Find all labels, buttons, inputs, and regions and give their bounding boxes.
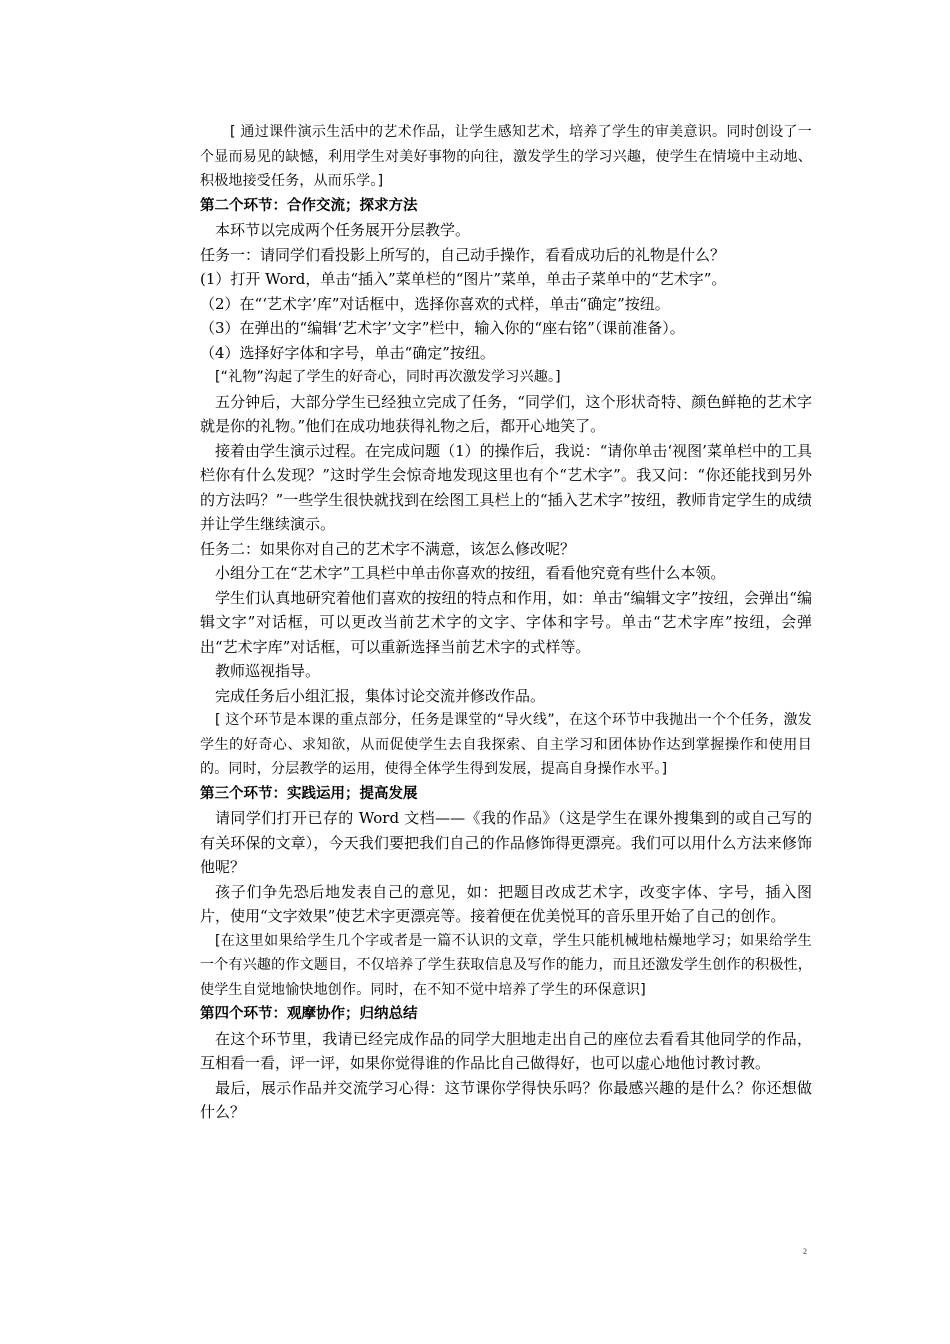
step-item: （2）在“‘艺术字’库”对话框中，选择你喜欢的式样，单击“确定”按纽。 xyxy=(200,294,670,313)
section-heading: 第三个环节：实践运用；提高发展 xyxy=(200,785,418,802)
step-item: (1）打开 Word，单击“插入”菜单栏的“图片”菜单，单击子菜单中的“艺术字”。 xyxy=(200,270,727,288)
section-heading: 第四个环节：观摩协作；归纳总结 xyxy=(200,1006,418,1022)
body-paragraph: 接着由学生演示过程。在完成问题（1）的操作后，我说：“请你单击‘视图’菜单栏中的工具栏你有什么发现？”这时学生会惊奇地发现这里也有个“艺术字”。我又问：“你还能找到另外的方法吗？”一些学生很快就找到在绘图工具栏上的“插入艺术字”按纽，教师肯定学生的成绩并让学生继续演示。 xyxy=(200,441,812,533)
teaching-comment: [ 通过课件演示生活中的艺术作品，让学生感知艺术，培养了学生的审美意识。同时创设了一个显而易见的缺憾，利用学生对美好事物的向往，激发学生的学习兴趣，使学生在情境中主动地、积极地接受任务，从而乐学。] xyxy=(200,124,812,189)
page-number: 2 xyxy=(803,1247,807,1256)
section-heading: 第二个环节：合作交流；探求方法 xyxy=(200,197,418,214)
body-paragraph: 最后，展示作品并交流学习心得：这节课你学得快乐吗？你最感兴趣的是什么？你还想做什么？ xyxy=(200,1078,812,1121)
body-paragraph: 小组分工在“艺术字”工具栏中单击你喜欢的按纽，看看他究竟有些什么本领。 xyxy=(215,564,726,582)
body-paragraph: 孩子们争先恐后地发表自己的意见，如：把题目改成艺术字，改变字体、字号，插入图片，使用“文字效果”使艺术字更漂亮等。接着便在优美悦耳的音乐里开始了自己的创作。 xyxy=(200,882,812,925)
document-page xyxy=(200,120,812,1125)
teaching-comment: [ 这个环节是本课的重点部分，任务是课堂的“导火线”，在这个环节中我抛出一个个任务，激发学生的好奇心、求知欲，从而促使学生去自我探索、自主学习和团体协作达到掌握操作和使用目的。同时，分层教学的运用，使得全体学生得到发展，提高自身操作水平。] xyxy=(200,712,812,777)
body-paragraph: 任务二：如果你对自己的艺术字不满意，该怎么修改呢？ xyxy=(200,539,576,558)
body-paragraph: 本环节以完成两个任务展开分层教学。 xyxy=(215,221,471,239)
teaching-comment: [在这里如果给学生几个字或者是一篇不认识的文章，学生只能机械地枯燥地学习；如果给学生一个有兴趣的作文题目，不仅培养了学生获取信息及写作的能力，而且还激发学生创作的积极性，使学生自觉地愉快地创作。同时，在不知不觉中培养了学生的环保意识] xyxy=(200,932,812,998)
step-item: （3）在弹出的“编辑‘艺术字’文字”栏中，输入你的“座右铭”（课前准备）。 xyxy=(200,319,685,337)
step-item: （4）选择好字体和字号，单击“确定”按纽。 xyxy=(200,343,495,362)
body-paragraph: 任务一：请同学们看投影上所写的，自己动手操作，看看成功后的礼物是什么？ xyxy=(200,245,726,264)
body-paragraph: 请同学们打开已存的 Word 文档——《我的作品》（这是学生在课外搜集到的或自己写的有关环保的文章），今天我们要把我们自己的作品修饰得更漂亮。我们可以用什么方法来修饰他呢？ xyxy=(200,809,812,876)
teaching-comment: [“礼物”沟起了学生的好奇心，同时再次激发学习兴趣。] xyxy=(215,369,561,385)
body-paragraph: 完成任务后小组汇报，集体讨论交流并修改作品。 xyxy=(215,686,546,705)
body-paragraph: 在这个环节里，我请已经完成作品的同学大胆地走出自己的座位去看看其他同学的作品，互相看一看，评一评，如果你觉得谁的作品比自己做得好，也可以虚心地他讨教讨教。 xyxy=(200,1029,812,1072)
body-paragraph: 教师巡视指导。 xyxy=(215,662,321,680)
body-paragraph: 学生们认真地研究着他们喜欢的按纽的特点和作用，如：单击“编辑文字”按纽，会弹出“编辑文字”对话框，可以更改当前艺术字的文字、字体和字号。单击“艺术字库”按纽，会弹出“艺术字库”对话框，可以重新选择当前艺术字的式样等。 xyxy=(200,588,812,656)
body-paragraph: 五分钟后，大部分学生已经独立完成了任务，“同学们，这个形状奇特、颜色鲜艳的艺术字就是你的礼物。”他们在成功地获得礼物之后，都开心地笑了。 xyxy=(200,392,812,435)
